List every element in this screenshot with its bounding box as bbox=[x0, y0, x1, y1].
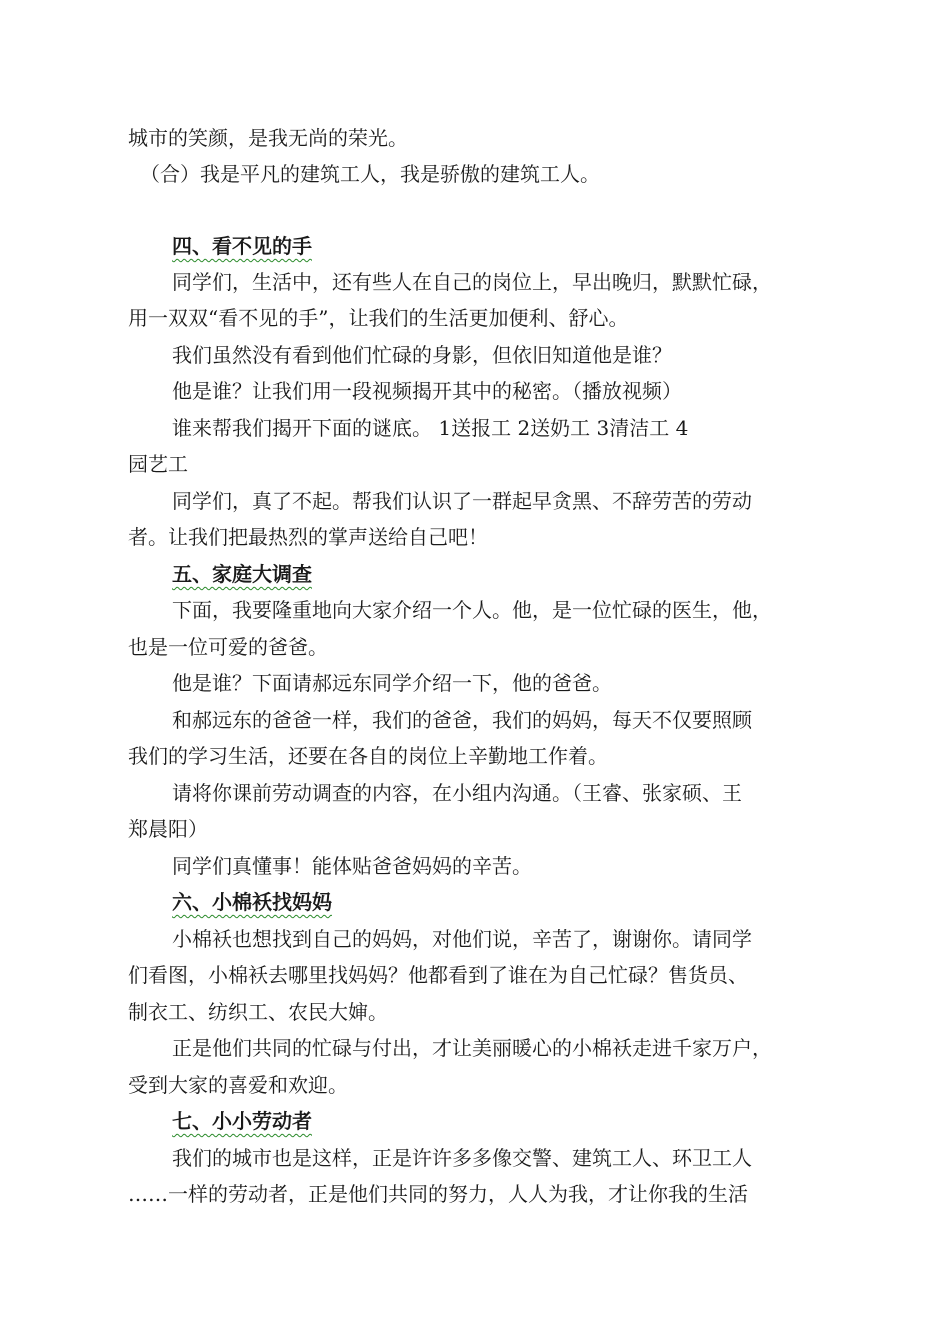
paragraph-line: 下面，我要隆重地向大家介绍一个人。他，是一位忙碌的医生，他， bbox=[172, 598, 772, 622]
paragraph-line: 谁来帮我们揭开下面的谜底。 1送报工 2送奶工 3清洁工 4 bbox=[172, 416, 689, 440]
paragraph-line: 者。让我们把最热烈的掌声送给自己吧！ bbox=[128, 525, 488, 549]
paragraph-line: 正是他们共同的忙碌与付出，才让美丽暖心的小棉袄走进千家万户， bbox=[172, 1036, 772, 1060]
paragraph-line: 和郝远东的爸爸一样，我们的爸爸，我们的妈妈，每天不仅要照顾 bbox=[172, 708, 752, 732]
paragraph-line: 请将你课前劳动调查的内容，在小组内沟通。（王睿、张家硕、王 bbox=[172, 781, 742, 805]
paragraph-line: 他是谁？让我们用一段视频揭开其中的秘密。（播放视频） bbox=[172, 379, 682, 403]
paragraph-line: ……一样的劳动者，正是他们共同的努力，人人为我，才让你我的生活 bbox=[128, 1182, 748, 1206]
paragraph-line: 我们虽然没有看到他们忙碌的身影，但依旧知道他是谁？ bbox=[172, 343, 672, 367]
section-heading-5: 五、家庭大调查 bbox=[172, 562, 312, 586]
paragraph-line: 他是谁？下面请郝远东同学介绍一下，他的爸爸。 bbox=[172, 671, 612, 695]
paragraph-line: 我们的城市也是这样，正是许许多多像交警、建筑工人、环卫工人 bbox=[172, 1146, 752, 1170]
paragraph-line: （合）我是平凡的建筑工人，我是骄傲的建筑工人。 bbox=[140, 162, 600, 186]
paragraph-line: 也是一位可爱的爸爸。 bbox=[128, 635, 328, 659]
paragraph-line: 郑晨阳） bbox=[128, 817, 208, 841]
paragraph-line: 受到大家的喜爱和欢迎。 bbox=[128, 1073, 348, 1097]
section-heading-7: 七、小小劳动者 bbox=[172, 1109, 312, 1133]
section-heading-4: 四、看不见的手 bbox=[172, 234, 312, 258]
paragraph-line: 小棉袄也想找到自己的妈妈，对他们说，辛苦了，谢谢你。请同学 bbox=[172, 927, 752, 951]
paragraph-line: 制衣工、纺织工、农民大婶。 bbox=[128, 1000, 388, 1024]
paragraph-line: 同学们，生活中，还有些人在自己的岗位上，早出晚归，默默忙碌， bbox=[172, 270, 772, 294]
paragraph-line: 同学们，真了不起。帮我们认识了一群起早贪黑、不辞劳苦的劳动 bbox=[172, 489, 752, 513]
paragraph-line: 们看图，小棉袄去哪里找妈妈？他都看到了谁在为自己忙碌？售货员、 bbox=[128, 963, 748, 987]
paragraph-line: 城市的笑颜，是我无尚的荣光。 bbox=[128, 126, 408, 150]
paragraph-line: 用一双双“看不见的手”，让我们的生活更加便利、舒心。 bbox=[128, 306, 629, 330]
paragraph-line: 同学们真懂事！能体贴爸爸妈妈的辛苦。 bbox=[172, 854, 532, 878]
section-heading-6: 六、小棉袄找妈妈 bbox=[172, 890, 332, 914]
paragraph-line: 我们的学习生活，还要在各自的岗位上辛勤地工作着。 bbox=[128, 744, 608, 768]
paragraph-line: 园艺工 bbox=[128, 452, 188, 476]
